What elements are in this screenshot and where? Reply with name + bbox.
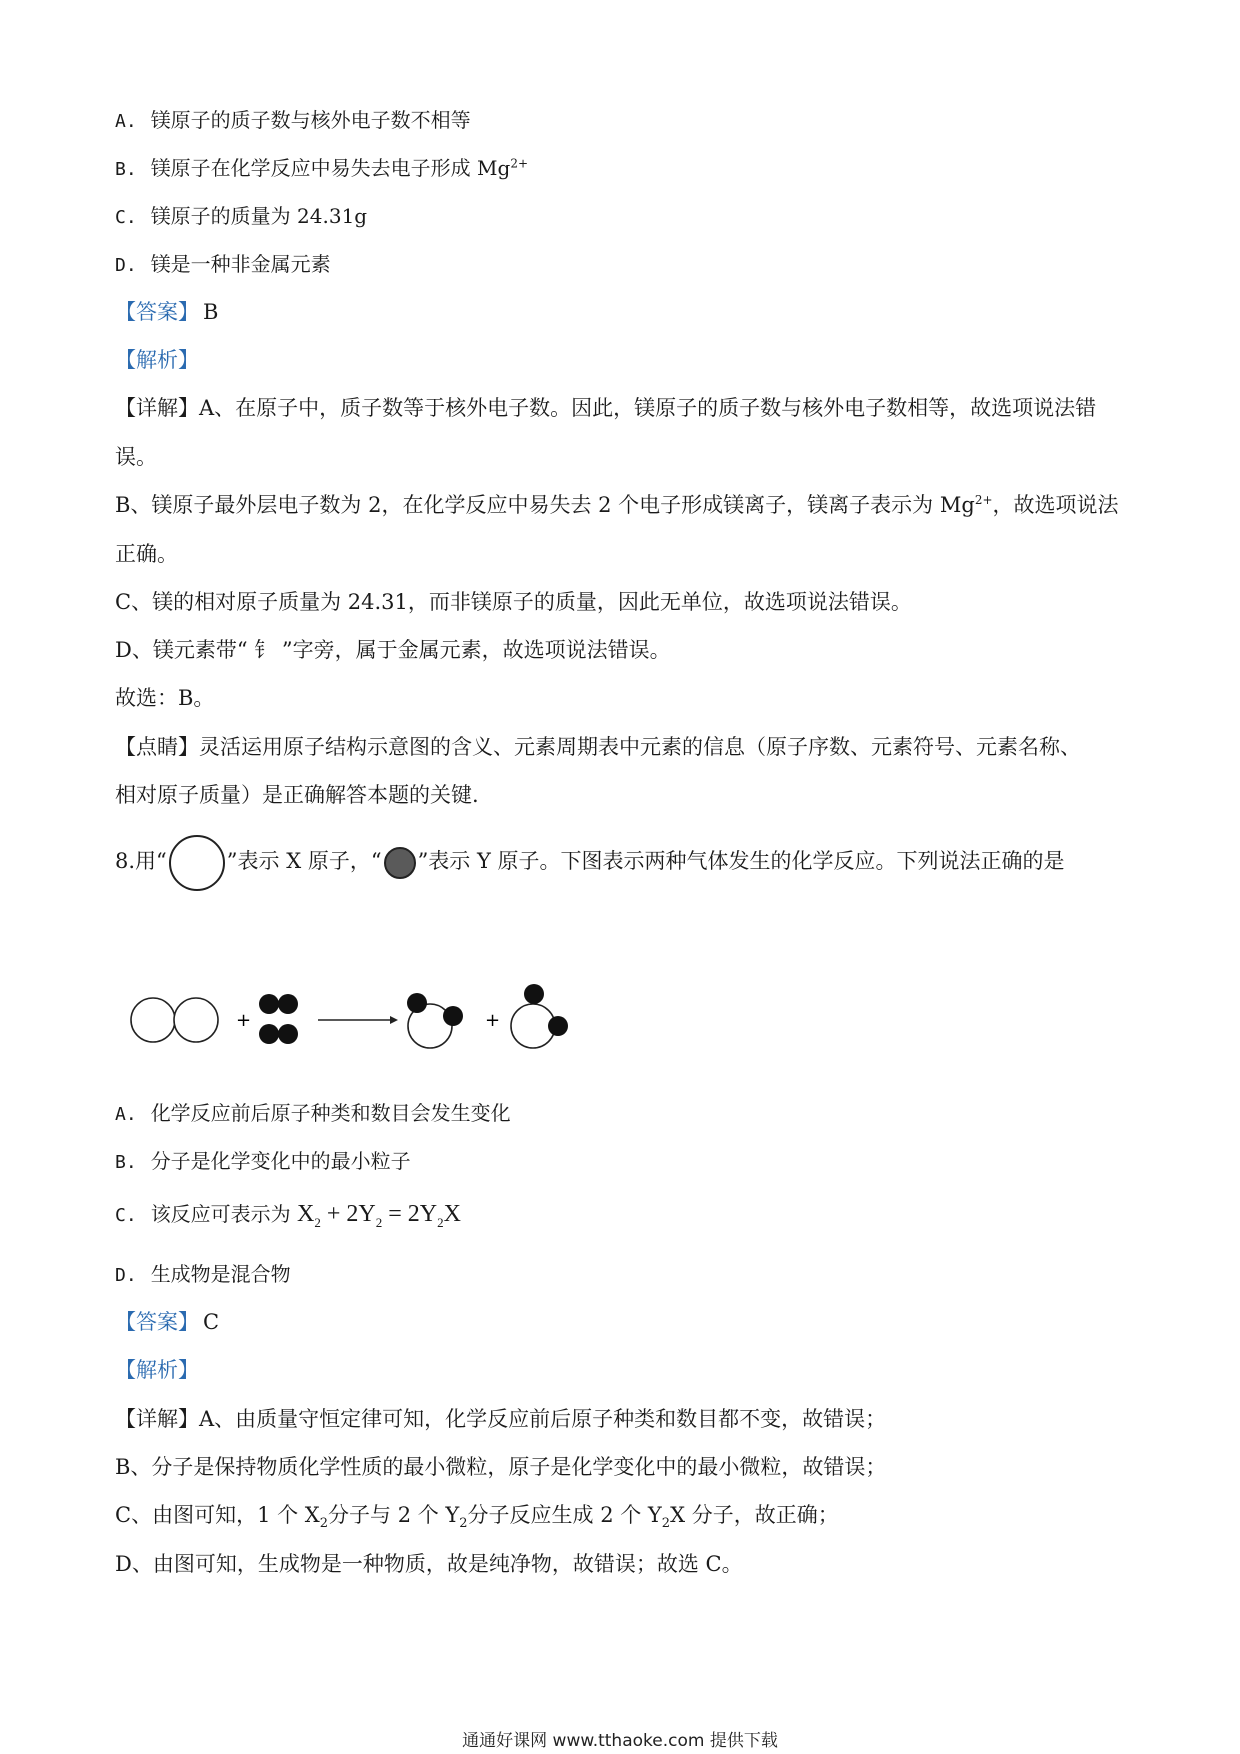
y2-molecules bbox=[259, 994, 298, 1044]
ion-charge: 2+ bbox=[974, 493, 993, 507]
q7-detail-p2-cont bbox=[115, 540, 178, 568]
q8-detail-p3: C、由图可知，1 个 $X_2$分子与 2 个 $Y_2$分子反应生成 2 个 $Y_2X$ 分子，故正确； bbox=[115, 1503, 839, 1532]
answer-label: 【答案】 bbox=[115, 1310, 199, 1334]
q7-detail-p3 bbox=[115, 588, 912, 616]
option-text: 分子是化学变化中的最小粒子 bbox=[150, 1149, 411, 1173]
option-letter: B. bbox=[115, 1152, 137, 1173]
q8-detail-p1 bbox=[115, 1405, 886, 1433]
option-text: 化学反应前后原子种类和数目会发生变化 bbox=[150, 1101, 511, 1125]
q8-stem bbox=[115, 833, 1065, 891]
analysis-label: 【解析】 bbox=[115, 1358, 199, 1382]
q8-option-a bbox=[115, 1099, 511, 1129]
q7-analysis-label bbox=[115, 346, 199, 374]
q7-option-a bbox=[115, 106, 471, 136]
q8-option-d bbox=[115, 1260, 291, 1290]
y2x-molecule-2 bbox=[511, 984, 568, 1048]
option-text: 该反应可表示为 bbox=[150, 1202, 291, 1226]
q7-option-c bbox=[115, 202, 367, 232]
option-text: 镁原子在化学反应中易失去电子形成 Mg bbox=[150, 156, 511, 180]
q8-detail-p4 bbox=[115, 1550, 743, 1578]
option-letter: C. bbox=[115, 1205, 137, 1226]
stem-text: ”表示 X 原子，“ bbox=[226, 849, 382, 873]
detail-text: ，故选项说法 bbox=[992, 493, 1119, 517]
detail-text: D、镁元素带“ 钅 ”字旁，属于金属元素，故选项说法错误。 bbox=[115, 638, 671, 662]
q7-answer bbox=[115, 298, 218, 326]
detail-text: 分子反应生成 2 个 Y bbox=[467, 1503, 662, 1527]
option-text: 镁原子的质子数与核外电子数不相等 bbox=[150, 108, 471, 132]
q7-comment-cont bbox=[115, 781, 479, 809]
option-letter: A. bbox=[115, 111, 137, 132]
option-letter: D. bbox=[115, 1265, 137, 1286]
detail-text: 正确。 bbox=[115, 542, 178, 566]
detail-text: 误。 bbox=[115, 445, 157, 469]
q8-option-b bbox=[115, 1147, 411, 1177]
detail-text: A、在原子中，质子数等于核外电子数。因此，镁原子的质子数与核外电子数相等，故选项说法错 bbox=[199, 396, 1097, 420]
reaction-formula: $X_2 + 2Y_2 = 2Y_2X$ bbox=[297, 1201, 461, 1230]
option-letter: D. bbox=[115, 255, 137, 276]
option-letter: B. bbox=[115, 159, 137, 180]
detail-text: 分子与 2 个 Y bbox=[328, 1503, 460, 1527]
comment-text: 相对原子质量）是正确解答本题的关键. bbox=[115, 783, 479, 807]
comment-text: 灵活运用原子结构示意图的含义、元素周期表中元素的信息（原子序数、元素符号、元素名称、 bbox=[199, 735, 1081, 759]
page-footer: 通通好课网 www.tthaoke.com 提供下载 bbox=[462, 1731, 778, 1751]
reaction-diagram bbox=[120, 980, 600, 1060]
option-text: 镁原子的质量为 24.31g bbox=[150, 204, 368, 228]
q8-option-c bbox=[115, 1200, 461, 1230]
reaction-arrow bbox=[318, 1016, 398, 1024]
q8-answer bbox=[115, 1308, 219, 1336]
plus-sign: + bbox=[236, 1010, 252, 1031]
detail-text: 故选：B。 bbox=[115, 686, 215, 710]
comment-label: 【点睛】 bbox=[115, 735, 199, 759]
q7-comment bbox=[115, 733, 1081, 761]
plus-sign: + bbox=[485, 1010, 501, 1031]
ion-charge: 2+ bbox=[510, 156, 529, 171]
stem-text: ”表示 Y 原子。下图表示两种气体发生的化学反应。下列说法正确的是 bbox=[417, 849, 1065, 873]
q7-choice bbox=[115, 684, 214, 712]
detail-text: C、镁的相对原子质量为 24.31，而非镁原子的质量，因此无单位，故选项说法错误。 bbox=[115, 590, 912, 614]
x2-molecule bbox=[131, 998, 218, 1042]
detail-text: C、由图可知，1 个 X bbox=[115, 1503, 320, 1527]
q7-detail-p4 bbox=[115, 636, 671, 664]
q8-analysis-label bbox=[115, 1356, 199, 1384]
y2x-molecule-1 bbox=[407, 993, 463, 1048]
option-text: 镁是一种非金属元素 bbox=[150, 252, 331, 276]
answer-label: 【答案】 bbox=[115, 300, 199, 324]
detail-text: A、由质量守恒定律可知，化学反应前后原子种类和数目都不变，故错误； bbox=[199, 1407, 887, 1431]
q8-detail-p2 bbox=[115, 1453, 886, 1481]
detail-text: X 分子，故正确； bbox=[670, 1503, 839, 1527]
option-letter: C. bbox=[115, 207, 137, 228]
detail-text: B、镁原子最外层电子数为 2，在化学反应中易失去 2 个电子形成镁离子，镁离子表示为 Mg bbox=[115, 493, 975, 517]
analysis-label: 【解析】 bbox=[115, 348, 199, 372]
detail-label: 【详解】 bbox=[115, 396, 199, 420]
q7-option-b bbox=[115, 154, 528, 184]
option-text: 生成物是混合物 bbox=[150, 1262, 291, 1286]
q7-detail-p1-cont bbox=[115, 443, 157, 471]
x-atom-icon bbox=[169, 835, 225, 891]
stem-text: 8.用“ bbox=[115, 849, 167, 873]
answer-value: C bbox=[203, 1310, 220, 1334]
detail-label: 【详解】 bbox=[115, 1407, 199, 1431]
detail-text: B、分子是保持物质化学性质的最小微粒，原子是化学变化中的最小微粒，故错误； bbox=[115, 1455, 887, 1479]
q7-detail-p2 bbox=[115, 491, 1119, 519]
q7-detail-p1 bbox=[115, 394, 1096, 422]
detail-text: D、由图可知，生成物是一种物质，故是纯净物，故错误；故选 C。 bbox=[115, 1552, 743, 1576]
y-atom-icon bbox=[384, 847, 416, 879]
q7-option-d bbox=[115, 250, 331, 280]
option-letter: A. bbox=[115, 1104, 137, 1125]
answer-value: B bbox=[203, 300, 219, 324]
